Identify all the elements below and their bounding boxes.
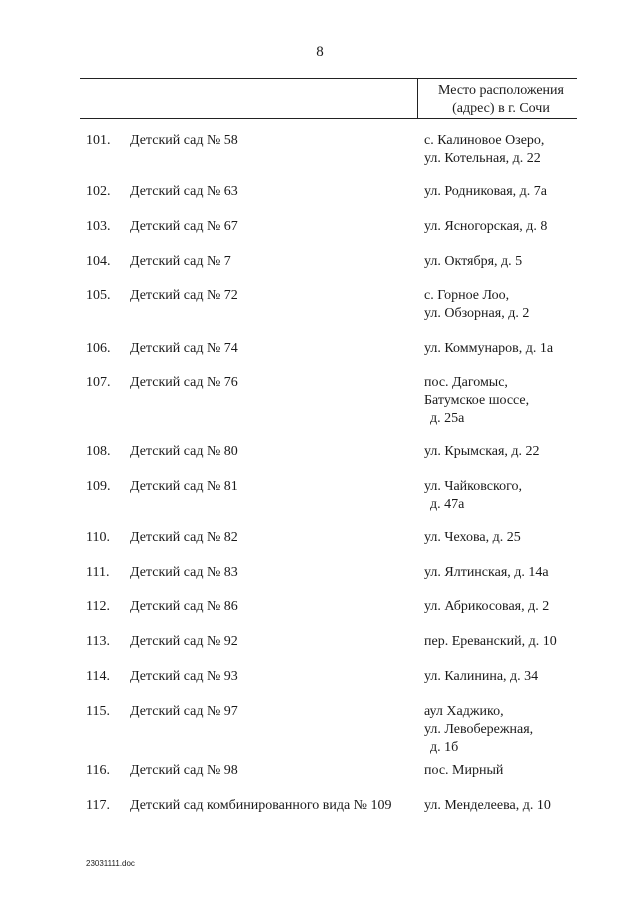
address-line: д. 25а xyxy=(430,411,465,426)
row-number: 109. xyxy=(86,479,111,494)
facility-name: Детский сад № 97 xyxy=(130,704,238,719)
row-number: 115. xyxy=(86,704,110,719)
facility-address xyxy=(424,529,614,547)
table-header-column-divider xyxy=(417,78,418,118)
facility-name: Детский сад № 98 xyxy=(130,763,238,778)
row-number: 103. xyxy=(86,219,111,234)
facility-address xyxy=(424,183,614,201)
facility-address xyxy=(424,762,614,780)
address-line: ул. Менделеева, д. 10 xyxy=(424,798,551,813)
facility-address xyxy=(424,478,614,514)
facility-address xyxy=(424,598,614,616)
facility-address xyxy=(424,443,614,461)
facility-address xyxy=(424,564,614,582)
facility-address xyxy=(424,797,614,815)
address-line: ул. Крымская, д. 22 xyxy=(424,444,540,459)
table-header-bottom-rule xyxy=(80,118,577,119)
address-line: ул. Абрикосовая, д. 2 xyxy=(424,599,550,614)
facility-name: Детский сад № 74 xyxy=(130,341,238,356)
facility-name: Детский сад № 81 xyxy=(130,479,238,494)
address-line: ул. Октября, д. 5 xyxy=(424,254,523,269)
address-line: д. 1б xyxy=(430,740,459,755)
address-line: ул. Обзорная, д. 2 xyxy=(424,306,530,321)
facility-address xyxy=(424,340,614,358)
address-line: ул. Чехова, д. 25 xyxy=(424,530,521,545)
row-number: 108. xyxy=(86,444,111,459)
facility-name: Детский сад № 92 xyxy=(130,634,238,649)
address-line: д. 47а xyxy=(430,497,465,512)
address-line: ул. Коммунаров, д. 1а xyxy=(424,341,554,356)
row-number: 110. xyxy=(86,530,110,545)
address-line: ул. Калинина, д. 34 xyxy=(424,669,539,684)
row-number: 114. xyxy=(86,669,110,684)
address-line: с. Горное Лоо, xyxy=(424,288,510,303)
address-line: ул. Ялтинская, д. 14а xyxy=(424,565,549,580)
row-number: 117. xyxy=(86,798,110,813)
facility-name: Детский сад № 72 xyxy=(130,288,238,303)
address-line: ул. Родниковая, д. 7а xyxy=(424,184,548,199)
facility-address xyxy=(424,668,614,686)
facility-name: Детский сад № 63 xyxy=(130,184,238,199)
location-header-line-2: (адрес) в г. Сочи xyxy=(452,101,550,116)
row-number: 105. xyxy=(86,288,111,303)
row-number: 102. xyxy=(86,184,111,199)
facility-address xyxy=(424,132,614,168)
facility-address xyxy=(424,287,614,323)
facility-address xyxy=(424,374,614,428)
facility-name: Детский сад № 83 xyxy=(130,565,238,580)
facility-address xyxy=(424,633,614,651)
document-file-reference: 23031111.doc xyxy=(86,859,135,868)
facility-name: Детский сад комбинированного вида № 109 xyxy=(130,798,392,813)
facility-name: Детский сад № 82 xyxy=(130,530,238,545)
row-number: 106. xyxy=(86,341,111,356)
facility-name: Детский сад № 86 xyxy=(130,599,238,614)
address-line: ул. Левобережная, xyxy=(424,722,534,737)
location-header-line-1: Место расположения xyxy=(438,83,564,98)
location-column-header xyxy=(421,82,581,118)
facility-name: Детский сад № 58 xyxy=(130,133,238,148)
row-number: 107. xyxy=(86,375,111,390)
row-number: 104. xyxy=(86,254,111,269)
row-number: 111. xyxy=(86,565,110,580)
address-line: с. Калиновое Озеро, xyxy=(424,133,545,148)
row-number: 101. xyxy=(86,133,111,148)
address-line: ул. Ясногорская, д. 8 xyxy=(424,219,548,234)
address-line: пос. Мирный xyxy=(424,763,504,778)
table-header-top-rule xyxy=(80,78,577,79)
address-line: ул. Чайковского, xyxy=(424,479,522,494)
row-number: 116. xyxy=(86,763,110,778)
facility-address xyxy=(424,703,614,757)
facility-name: Детский сад № 76 xyxy=(130,375,238,390)
address-line: пос. Дагомыс, xyxy=(424,375,508,390)
facility-name: Детский сад № 80 xyxy=(130,444,238,459)
row-number: 112. xyxy=(86,599,110,614)
facility-name: Детский сад № 93 xyxy=(130,669,238,684)
row-number: 113. xyxy=(86,634,110,649)
facility-address xyxy=(424,218,614,236)
address-line: Батумское шоссе, xyxy=(424,393,530,408)
address-line: пер. Ереванский, д. 10 xyxy=(424,634,557,649)
address-line: аул Хаджико, xyxy=(424,704,504,719)
facility-address xyxy=(424,253,614,271)
facility-name: Детский сад № 67 xyxy=(130,219,238,234)
facility-name: Детский сад № 7 xyxy=(130,254,231,269)
address-line: ул. Котельная, д. 22 xyxy=(424,151,541,166)
page-number: 8 xyxy=(316,44,324,60)
